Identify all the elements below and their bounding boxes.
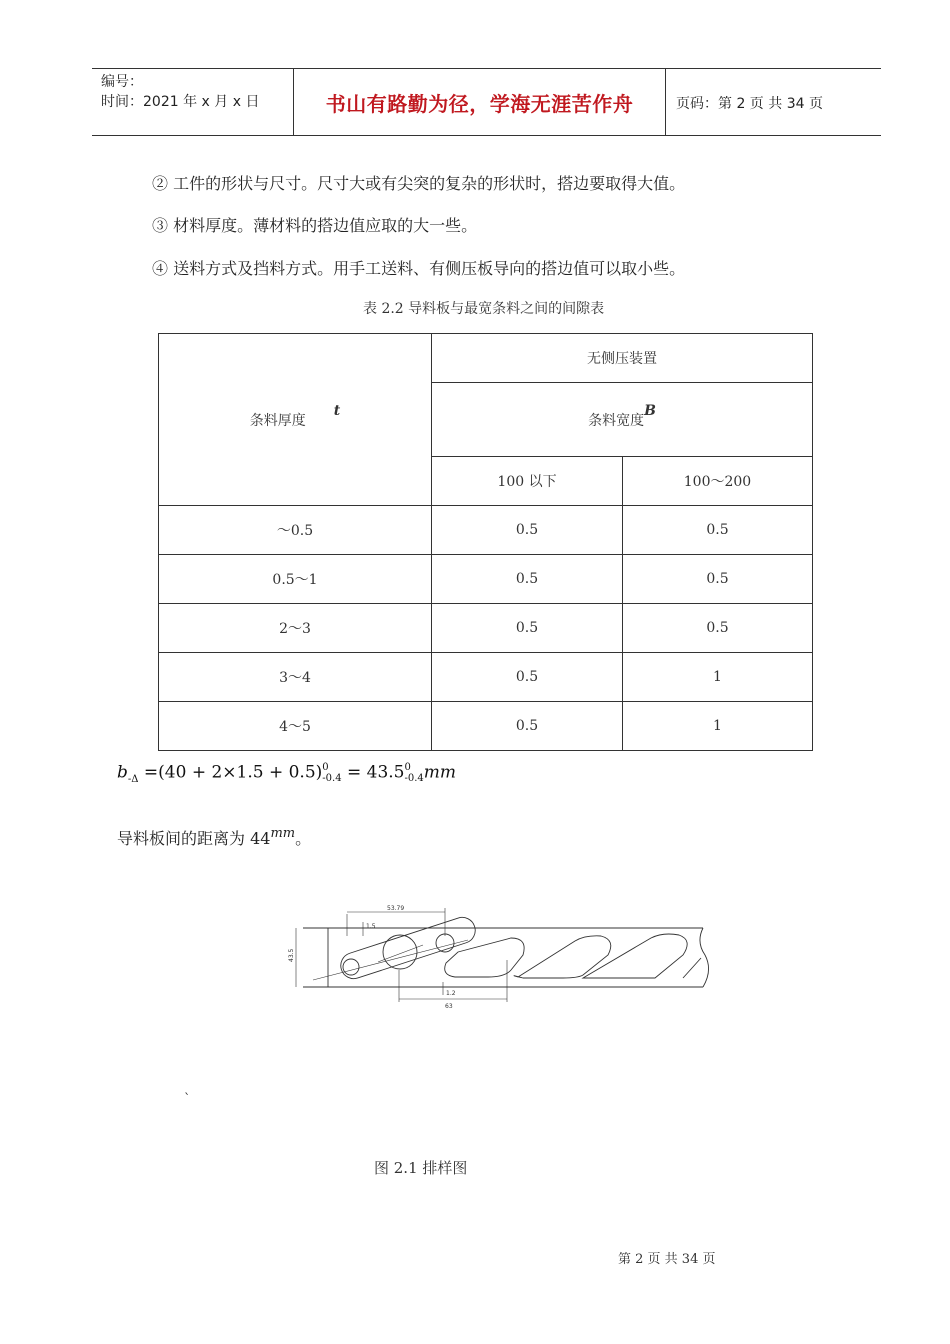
dim-small2-label: 1.2: [446, 990, 456, 997]
table-caption: 表 2.2 导料板与最宽条料之间的间隙表: [363, 301, 605, 317]
formula-sub2: -0.4: [404, 773, 424, 784]
col-header-100-200: 100～200: [623, 457, 813, 506]
cell-thickness: 0.5～1: [159, 555, 432, 604]
paragraph-thickness: ③ 材料厚度。薄材料的搭边值应取的大一些。: [152, 216, 478, 235]
cell-thickness: 2～3: [159, 604, 432, 653]
distance-text: 导料板间的距离为 44: [117, 829, 271, 848]
dim-bottom-label: 63: [445, 1003, 453, 1010]
formula-expr: =(40 + 2×1.5 + 0.5): [143, 762, 323, 783]
table-row: [159, 604, 813, 653]
table-row: [159, 702, 813, 751]
cell-gap-b: 0.5: [623, 506, 813, 555]
cell-gap-b: 1: [623, 653, 813, 702]
col-header-under-100: 100 以下: [432, 457, 623, 506]
table-row: [159, 506, 813, 555]
part-outline: [683, 958, 701, 978]
formula-lhs: b: [117, 762, 128, 783]
formula-sub1: -0.4: [322, 773, 342, 784]
header-width: 条料宽度: [588, 412, 645, 429]
width-formula: [117, 762, 456, 785]
page-footer: 第 2 页 共 34 页: [618, 1252, 716, 1267]
header-motto: 书山有路勤为径，学海无涯苦作舟: [325, 92, 634, 116]
header-thickness: 条料厚度: [249, 412, 306, 429]
table-row: [159, 653, 813, 702]
cell-gap-a: 0.5: [432, 653, 623, 702]
cell-thickness: 3～4: [159, 653, 432, 702]
dim-left-label: 43.5: [288, 948, 295, 962]
part-outline: [583, 934, 687, 978]
formula-unit: mm: [423, 762, 457, 783]
cell-gap-b: 0.5: [623, 555, 813, 604]
part-outline: [445, 938, 524, 977]
formula-sup2: 0: [404, 762, 411, 773]
formula-result: = 43.5: [347, 762, 405, 783]
dim-small1-label: 1.5: [366, 923, 376, 930]
width-symbol: B: [644, 402, 656, 419]
distance-unit: mm: [270, 826, 296, 841]
part-outline: [337, 914, 478, 982]
part-outline: [514, 936, 611, 978]
distance-end: 。: [295, 829, 312, 848]
layout-figure: [283, 900, 713, 1010]
cell-thickness: 4～5: [159, 702, 432, 751]
construction-line: [313, 940, 468, 980]
header-width-cell: [432, 383, 813, 457]
cell-gap-b: 0.5: [623, 604, 813, 653]
figure-caption: 图 2.1 排样图: [374, 1159, 468, 1177]
cell-gap-a: 0.5: [432, 506, 623, 555]
formula-lhs-sub: -Δ: [127, 773, 139, 785]
formula-sup1: 0: [322, 762, 329, 773]
cell-thickness: ～0.5: [159, 506, 432, 555]
dim-top-label: 53.79: [387, 905, 405, 912]
header-thickness-cell: [159, 334, 432, 506]
paragraph-shape-size: ② 工件的形状与尺寸。尺寸大或有尖突的复杂的形状时，搭边要取得大值。: [152, 174, 686, 193]
code-label: 编号：: [101, 74, 143, 90]
paragraph-feeding: ④ 送料方式及挡料方式。用手工送料、有侧压板导向的搭边值可以取小些。: [152, 259, 686, 278]
thickness-symbol: t: [333, 402, 341, 419]
distance-sentence: [117, 826, 311, 849]
hole-small-left: [343, 959, 359, 975]
cell-gap-a: 0.5: [432, 604, 623, 653]
table-row: [159, 555, 813, 604]
time-label: 时间：2021 年 x 月 x 日: [101, 94, 260, 110]
cell-gap-a: 0.5: [432, 555, 623, 604]
gap-table: [158, 333, 813, 751]
header-device: 无侧压装置: [432, 334, 813, 383]
stray-mark: `: [184, 1092, 191, 1107]
header-meta: [101, 72, 259, 112]
cell-gap-a: 0.5: [432, 702, 623, 751]
header-divider-right: [665, 69, 666, 136]
cell-gap-b: 1: [623, 702, 813, 751]
break-line: [700, 928, 709, 987]
header-page-label: 页码：第 2 页 共 34 页: [676, 96, 823, 112]
